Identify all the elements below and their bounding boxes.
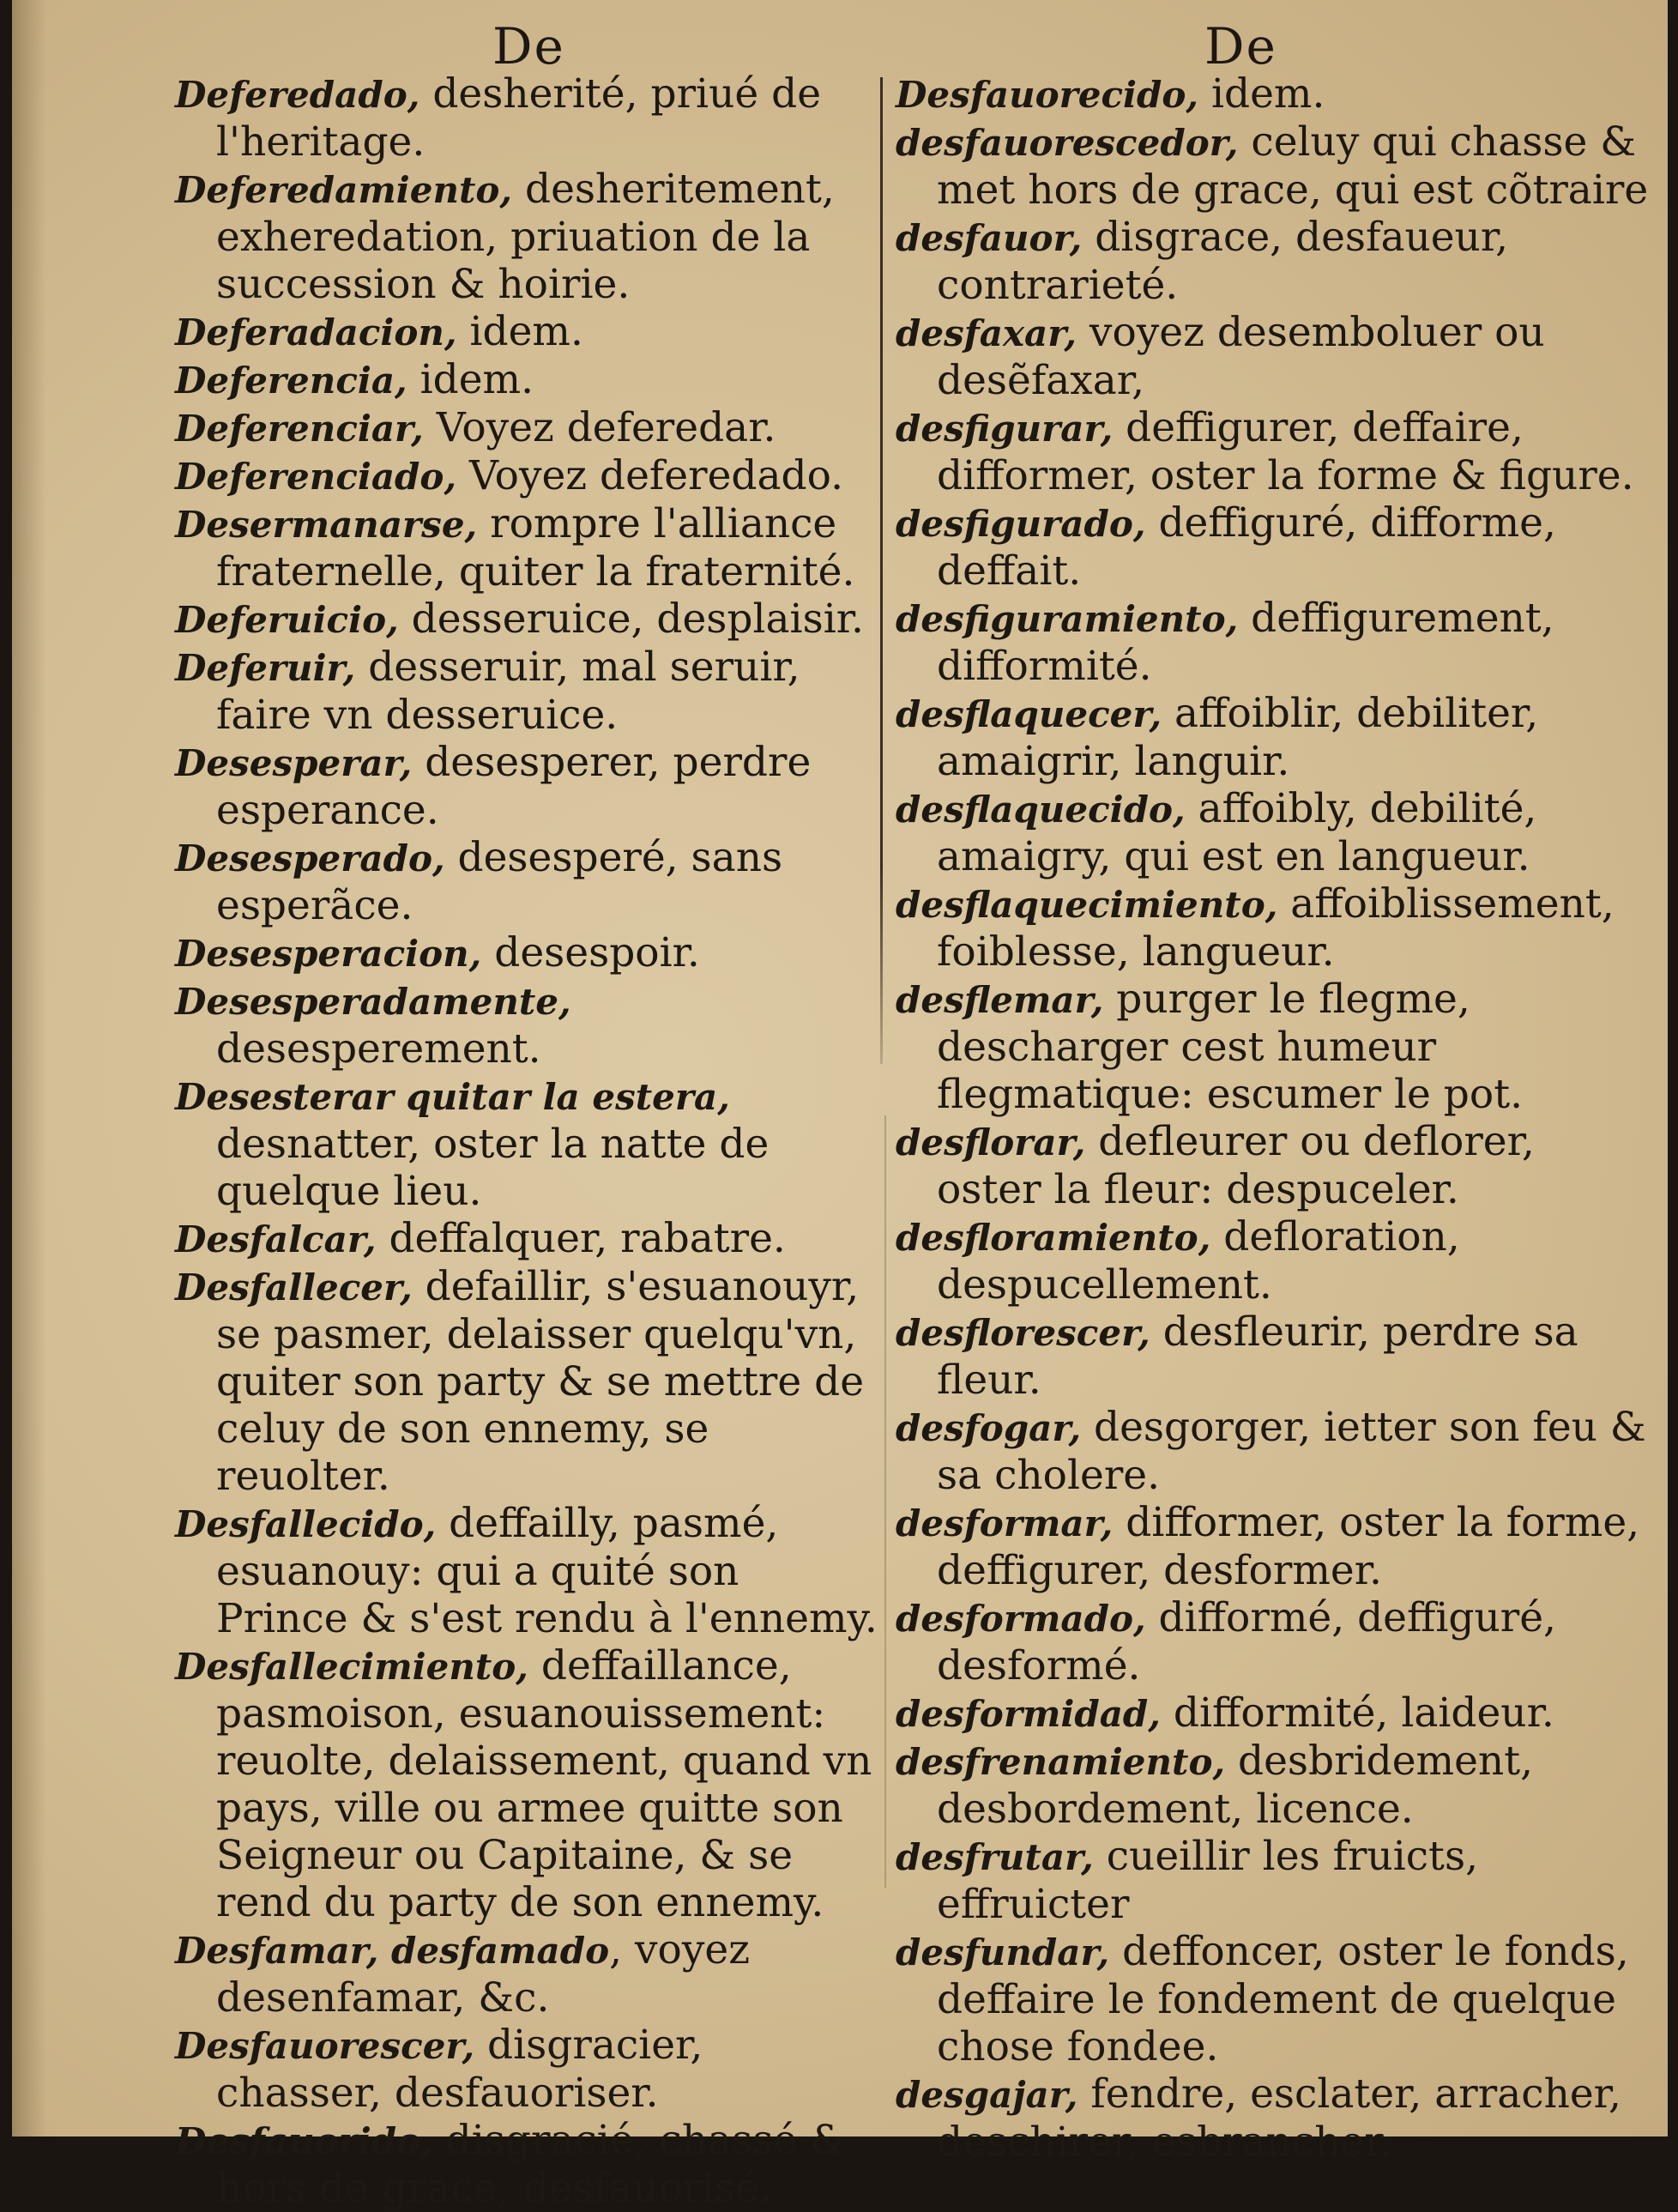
right-running-head: De xyxy=(1204,17,1277,76)
entry-headword: desflaquecimiento, xyxy=(896,884,1278,926)
dictionary-entry xyxy=(896,309,1651,404)
entry-headword: desflaquecer, xyxy=(896,693,1162,735)
dictionary-entry xyxy=(175,977,878,1073)
entry-definition: desesperer, perdre esperance. xyxy=(216,739,812,834)
entry-definition: affoibly, debilité, amaigry, qui est en langueur. xyxy=(937,785,1537,880)
dictionary-entry xyxy=(896,1928,1651,2070)
dictionary-entry xyxy=(175,644,878,739)
entry-definition: , voyez desenfamar, &c. xyxy=(216,1926,750,2022)
dictionary-entry xyxy=(175,70,878,166)
dictionary-entry xyxy=(896,1213,1651,1308)
entry-definition: desseruice, desplaisir. xyxy=(398,595,864,643)
left-running-head: De xyxy=(492,17,565,76)
column-rule-faint xyxy=(884,1115,886,1888)
entry-headword: Desfauorecido, xyxy=(896,74,1199,116)
dictionary-entry xyxy=(896,118,1651,214)
entry-headword: desfaxar, xyxy=(896,312,1077,354)
entry-definition: disgrace, desfaueur, contrarieté. xyxy=(937,214,1509,309)
dictionary-entry xyxy=(896,499,1651,595)
binding-shadow xyxy=(12,0,46,2136)
dictionary-entry xyxy=(896,404,1651,499)
dictionary-entry xyxy=(175,308,878,356)
entry-definition: deffoncer, oster le fonds, deffaire le fondement de quelque chose fondee. xyxy=(937,1928,1629,2070)
entry-headword: Deferedamiento, xyxy=(175,169,513,211)
dictionary-entry xyxy=(896,690,1651,785)
entry-headword: Deferencia, xyxy=(175,360,407,402)
entry-definition: affoiblir, debiliter, amaigrir, languir. xyxy=(937,690,1539,785)
entry-headword: desfrutar, xyxy=(896,1836,1094,1878)
entry-definition: deffalquer, rabatre. xyxy=(376,1215,786,1262)
entry-headword: desflorar, xyxy=(896,1121,1086,1163)
entry-definition: idem. xyxy=(456,308,583,355)
entry-definition: desbridement, desbordement, licence. xyxy=(937,1738,1534,1833)
dictionary-entry xyxy=(896,595,1651,690)
entry-definition: Voyez deferedar. xyxy=(423,404,776,451)
dictionary-entry xyxy=(896,1118,1651,1213)
entry-headword: Deferenciar, xyxy=(175,408,424,450)
entry-definition: deffailly, pasmé, esuanouy: qui a quité son Prince & s'est rendu à l'ennemy. xyxy=(216,1500,878,1642)
entry-definition: defloration, despucellement. xyxy=(937,1213,1460,1308)
entry-headword: desformado, xyxy=(896,1598,1146,1640)
entry-headword: desfauorescedor, xyxy=(896,122,1239,164)
entry-headword: desgajar, xyxy=(896,2074,1078,2116)
entry-headword: desfiguramiento, xyxy=(896,598,1239,640)
entry-definition: Voyez deferedado. xyxy=(456,452,844,499)
dictionary-entry xyxy=(175,1073,878,1215)
dictionary-entry xyxy=(175,1642,878,1926)
dictionary-entry xyxy=(175,739,878,834)
dictionary-entry xyxy=(175,1215,878,1263)
entry-definition: deffaillance, pasmoison, esuanouissement: reuolte, delaissement, quand vn pays, ville ou armee quitte son Seigneur ou Capitaine, & se rend du party de son ennemy. xyxy=(216,1642,872,1926)
right-entries xyxy=(896,70,1651,2166)
dictionary-entry xyxy=(175,166,878,308)
entry-definition: desesperement. xyxy=(216,1025,541,1073)
entry-headword: Desfallecimiento, xyxy=(175,1646,528,1688)
entry-headword: Deferenciado, xyxy=(175,456,457,498)
entry-definition: desgorger, ietter son feu & sa cholere. xyxy=(937,1404,1646,1499)
entry-definition: desseruir, mal seruir, faire vn desseruice. xyxy=(216,644,800,739)
dictionary-entry xyxy=(175,1500,878,1642)
entry-definition: purger le flegme, descharger cest humeur flegmatique: escumer le pot. xyxy=(937,976,1524,1118)
entry-headword: desflemar, xyxy=(896,979,1104,1021)
entry-headword: desfigurar, xyxy=(896,408,1114,450)
dictionary-entry xyxy=(896,70,1651,118)
dictionary-entry xyxy=(175,2022,878,2117)
entry-definition: deffigurement, difformité. xyxy=(937,595,1554,690)
entry-headword: desfigurado, xyxy=(896,503,1146,545)
entry-definition: desheritement, exheredation, priuation de la succession & hoirie. xyxy=(216,166,835,308)
entry-definition: fendre, esclater, arracher, deschirer, esbrancher. xyxy=(937,2070,1621,2166)
entry-definition: desesperé, sans esperãce. xyxy=(216,834,783,929)
entry-headword: Desfauorido, xyxy=(175,2120,433,2162)
dictionary-entry xyxy=(175,595,878,644)
dictionary-entry xyxy=(896,1833,1651,1928)
left-entries xyxy=(175,70,878,2212)
entry-definition: celuy qui chasse & met hors de grace, qui est cõtraire xyxy=(937,118,1649,214)
entry-headword: desfrenamiento, xyxy=(896,1741,1226,1783)
dictionary-entry xyxy=(896,2070,1651,2166)
entry-definition: voyez desemboluer ou desẽfaxar, xyxy=(937,309,1545,404)
dictionary-page xyxy=(12,0,1668,2212)
entry-definition: desherité, priué de l'heritage. xyxy=(216,70,822,166)
entry-headword: Desfauorescer, xyxy=(175,2025,475,2067)
entry-definition: deffigurer, deffaire, difformer, oster la forme & figure. xyxy=(937,404,1634,499)
dictionary-entry xyxy=(175,1926,878,2022)
entry-headword: desfloramiento, xyxy=(896,1217,1211,1259)
dictionary-entry xyxy=(175,404,878,452)
entry-headword: desflorescer, xyxy=(896,1312,1150,1354)
entry-definition: difformer, oster la forme, deffigurer, desformer. xyxy=(937,1499,1640,1594)
entry-headword: Desesperar, xyxy=(175,742,413,784)
entry-headword: Desfallecer, xyxy=(175,1266,413,1308)
entry-definition: idem. xyxy=(1198,70,1325,118)
entry-headword: Desfalcar, xyxy=(175,1218,377,1260)
entry-headword: Desfamar, desfamado xyxy=(175,1930,610,1972)
entry-definition: disgracier, chasser, desfauoriser. xyxy=(216,2022,703,2117)
dictionary-entry xyxy=(896,1738,1651,1833)
entry-headword: desfogar, xyxy=(896,1407,1082,1449)
dictionary-entry xyxy=(175,500,878,595)
entry-headword: Deferuir, xyxy=(175,647,356,689)
entry-headword: desfundar, xyxy=(896,1931,1110,1973)
entry-definition: difformé, deffiguré, desformé. xyxy=(937,1594,1556,1689)
entry-definition: affoiblissement, foiblesse, langueur. xyxy=(937,880,1615,976)
dictionary-entry xyxy=(175,1263,878,1500)
entry-headword: Desesperado, xyxy=(175,837,445,879)
entry-definition: disgracié, chassé & hors de grace, desfauorisé. xyxy=(216,2117,846,2212)
entry-headword: Desesperadamente, xyxy=(175,981,571,1023)
dictionary-entry xyxy=(896,1689,1651,1738)
dictionary-entry xyxy=(896,1404,1651,1499)
entry-definition: rompre l'alliance fraternelle, quiter la fraternité. xyxy=(216,500,855,595)
dictionary-entry xyxy=(175,2117,878,2212)
entry-definition: difformité, laideur. xyxy=(1160,1689,1554,1737)
dictionary-entry xyxy=(896,214,1651,309)
entry-headword: desflaquecido, xyxy=(896,789,1186,831)
entry-definition: desnatter, oster la natte de quelque lieu. xyxy=(216,1121,770,1215)
entry-definition: defleurer ou deflorer, oster la fleur: despuceler. xyxy=(937,1118,1535,1213)
dictionary-entry xyxy=(175,452,878,500)
dictionary-entry xyxy=(896,880,1651,976)
dictionary-entry xyxy=(175,929,878,977)
entry-definition: cueillir les fruicts, effruicter xyxy=(937,1833,1479,1928)
dictionary-entry xyxy=(175,356,878,404)
entry-headword: Desesterar quitar la estera, xyxy=(175,1076,730,1118)
entry-definition: desespoir. xyxy=(481,929,700,976)
entry-headword: Desfallecido, xyxy=(175,1503,437,1545)
entry-definition: deffiguré, difforme, deffait. xyxy=(937,499,1556,595)
entry-headword: Deferuicio, xyxy=(175,599,399,641)
dictionary-entry xyxy=(896,976,1651,1118)
entry-headword: Deferadacion, xyxy=(175,311,457,354)
entry-definition: defaillir, s'esuanouyr, se pasmer, delaisser quelqu'vn, quiter son party & se mettre de celuy de son ennemy, se reuolter. xyxy=(216,1263,865,1500)
entry-headword: desfauor, xyxy=(896,217,1083,259)
entry-definition: idem. xyxy=(407,356,534,403)
entry-definition: desfleurir, perdre sa fleur. xyxy=(937,1308,1578,1404)
column-rule xyxy=(880,77,883,1064)
entry-headword: Deferedado, xyxy=(175,74,420,116)
dictionary-entry xyxy=(175,834,878,929)
dictionary-entry xyxy=(896,785,1651,880)
entry-headword: Desesperacion, xyxy=(175,933,482,975)
entry-headword: desformidad, xyxy=(896,1693,1161,1735)
entry-headword: desformar, xyxy=(896,1502,1114,1544)
entry-headword: Desermanarse, xyxy=(175,504,478,546)
dictionary-entry xyxy=(896,1594,1651,1689)
dictionary-entry xyxy=(896,1308,1651,1404)
dictionary-entry xyxy=(896,1499,1651,1594)
